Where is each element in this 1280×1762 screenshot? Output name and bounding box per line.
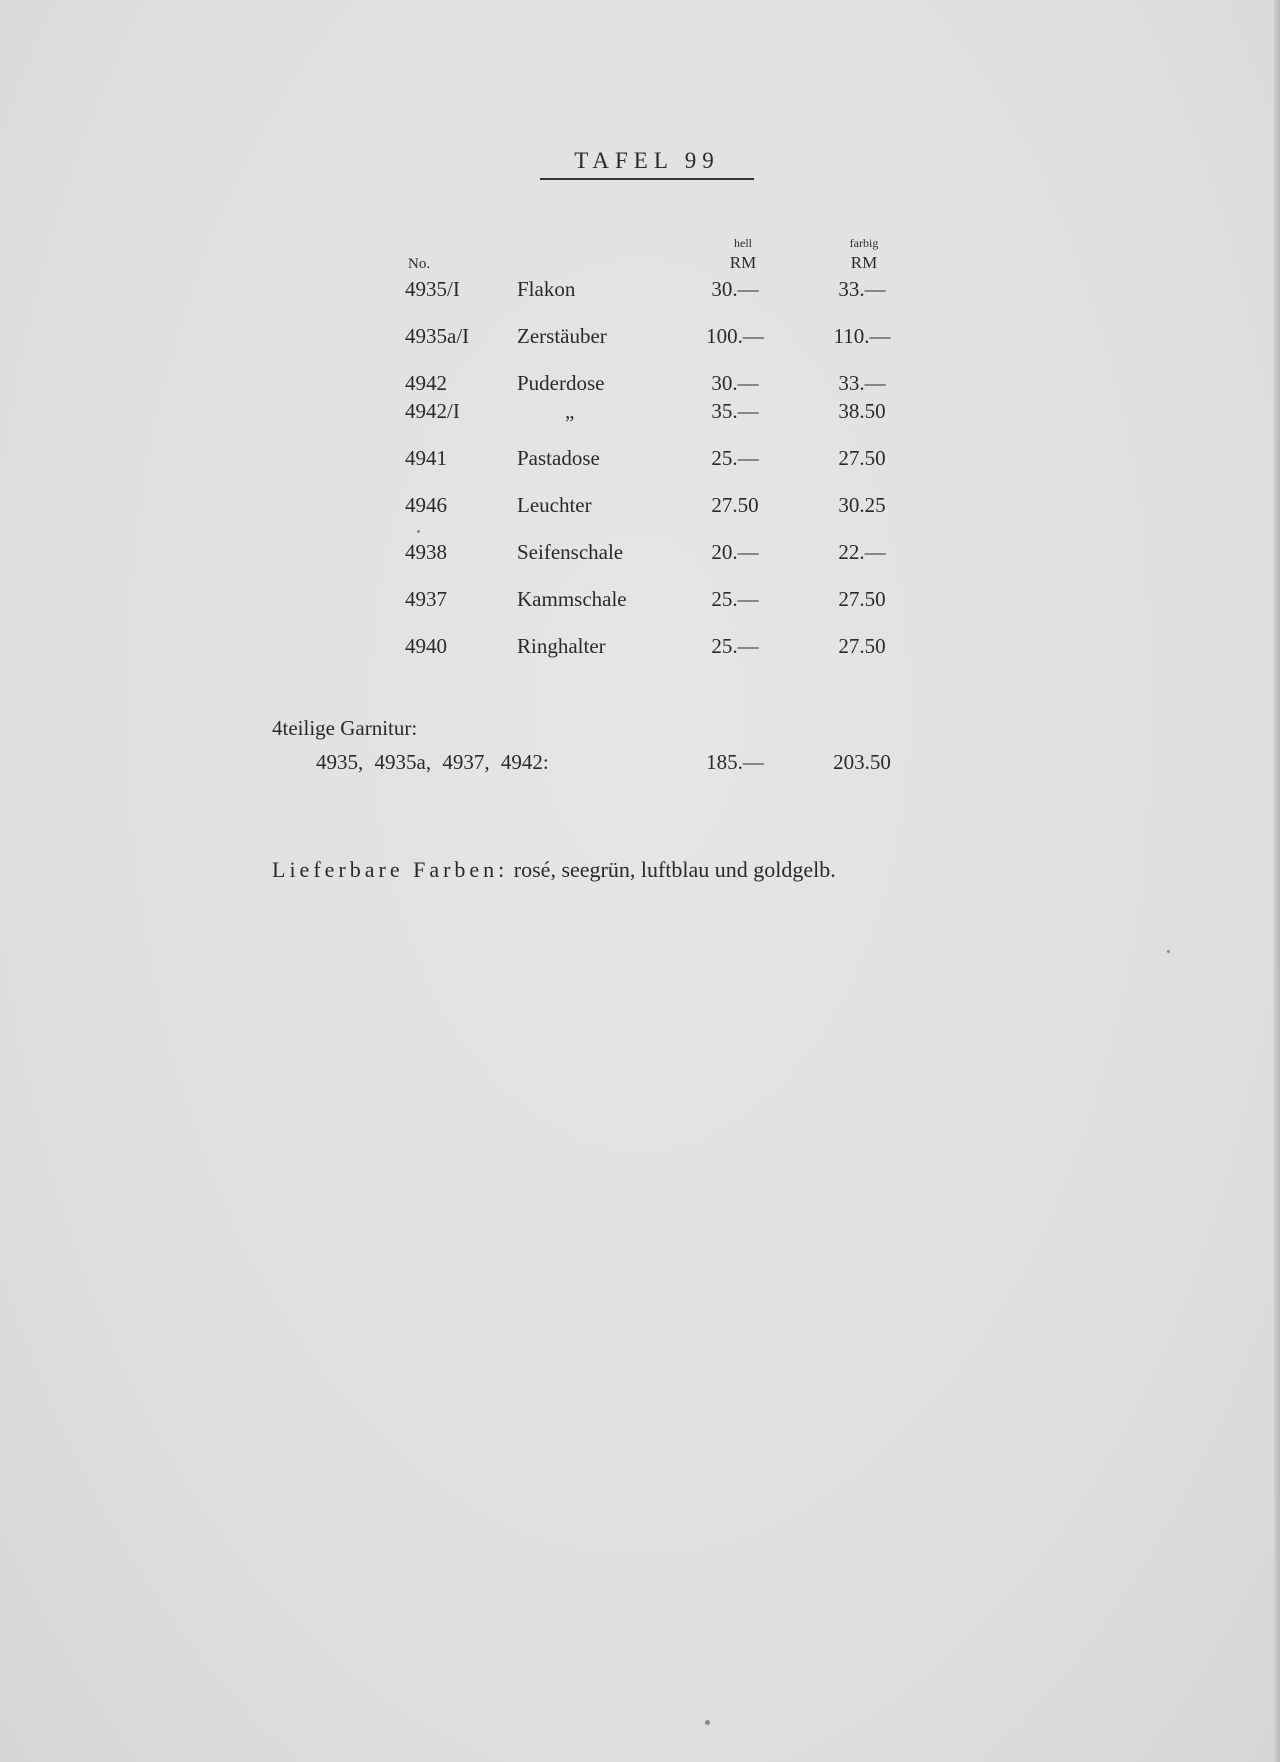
item-name: Ringhalter <box>517 634 606 658</box>
available-colors-values: rosé, seegrün, luftblau und goldgelb. <box>513 857 836 882</box>
price-farbig: 27.50 <box>838 587 886 611</box>
item-number: 4940 <box>405 634 447 658</box>
price-hell: 30.— <box>711 371 759 395</box>
price-hell: 20.— <box>711 540 759 564</box>
page-title: TAFEL 99 <box>540 148 754 180</box>
item-name: Seifenschale <box>517 540 624 564</box>
item-number: 4935a/I <box>405 324 470 348</box>
price-hell: 25.— <box>711 587 759 611</box>
price-farbig: 22.— <box>838 540 886 564</box>
page-edge <box>1274 0 1280 1762</box>
item-number: 4935/I <box>405 277 460 301</box>
price-farbig: 30.25 <box>838 493 886 517</box>
price-farbig: 110.— <box>833 324 891 348</box>
item-number: 4937 <box>405 587 447 611</box>
paper-speck <box>705 1720 710 1725</box>
item-name: Leuchter <box>517 493 592 517</box>
garnitur-items: 4935, 4935a, 4937, 4942: <box>316 750 549 774</box>
price-hell: 25.— <box>711 634 759 658</box>
price-hell: 25.— <box>711 446 759 470</box>
item-name: Zerstäuber <box>517 324 607 348</box>
price-hell: 35.— <box>711 399 759 423</box>
price-farbig: 27.50 <box>838 634 886 658</box>
item-name: Kammschale <box>517 587 627 611</box>
price-hell: 100.— <box>706 324 764 348</box>
item-name: Puderdose <box>517 371 605 395</box>
garnitur-price-farbig: 203.50 <box>833 750 891 774</box>
price-farbig: 33.— <box>838 371 886 395</box>
paper-speck <box>417 530 420 533</box>
item-number: 4942 <box>405 371 447 395</box>
item-name: „ <box>565 399 575 423</box>
price-hell: 27.50 <box>711 493 759 517</box>
column-header-hell: hell <box>734 236 752 250</box>
item-number: 4946 <box>405 493 447 517</box>
item-number: 4938 <box>405 540 447 564</box>
item-number: 4942/I <box>405 399 460 423</box>
garnitur-price-hell: 185.— <box>706 750 764 774</box>
price-hell: 30.— <box>711 277 759 301</box>
paper-speck <box>1167 950 1170 953</box>
item-name: Pastadose <box>517 446 600 470</box>
column-unit-farbig: RM <box>850 253 878 272</box>
price-farbig: 33.— <box>838 277 886 301</box>
column-unit-hell: RM <box>729 253 757 272</box>
column-header-no: No. <box>408 256 431 272</box>
price-farbig: 27.50 <box>838 446 886 470</box>
item-number: 4941 <box>405 446 447 470</box>
available-colors-label: Lieferbare Farben: <box>272 857 509 882</box>
garnitur-label: 4teilige Garnitur: <box>272 716 418 740</box>
item-name: Flakon <box>517 277 576 301</box>
available-colors <box>272 857 836 883</box>
column-header-farbig: farbig <box>849 236 879 250</box>
price-farbig: 38.50 <box>838 399 886 423</box>
